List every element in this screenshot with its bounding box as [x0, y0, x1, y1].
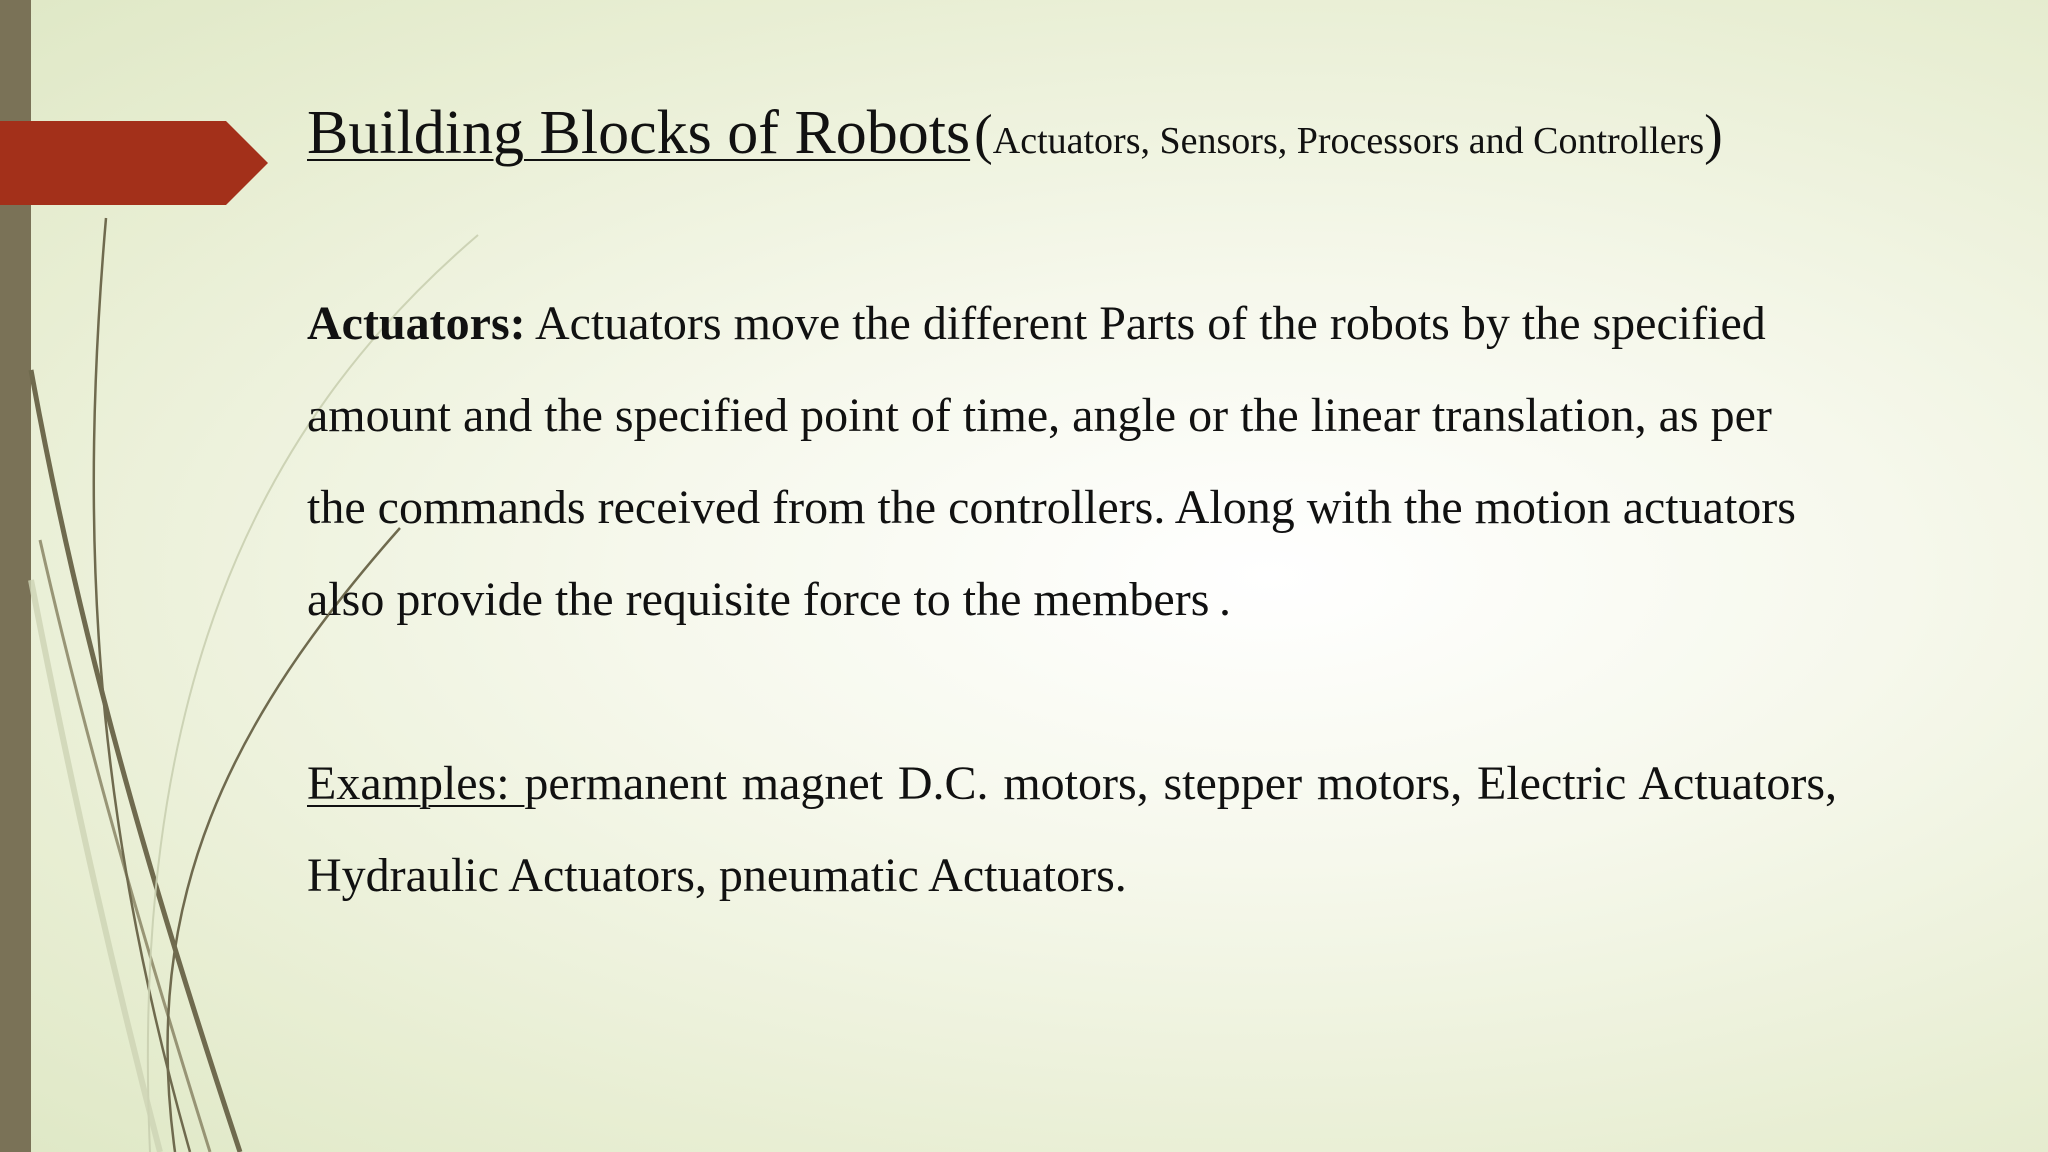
actuators-label: Actuators:: [307, 297, 526, 350]
title-subtitle: Actuators, Sensors, Processors and Controllers: [992, 120, 1705, 162]
swoosh-line: [94, 218, 190, 1152]
actuators-paragraph: [307, 278, 1837, 646]
examples-label: Examples:: [307, 757, 525, 810]
title-paren-open: (: [974, 104, 993, 166]
swoosh-line: [31, 370, 240, 1152]
examples-paragraph: [307, 738, 1837, 922]
slide-body: [307, 278, 1837, 922]
actuators-description: Actuators move the different Parts of the robots by the specified amount and the specified point of time, angle or the linear translation, as per the commands received from the controllers. Along with the motion actuators also provide the requisite force to the members .: [307, 297, 1796, 626]
title-main-text: Building Blocks of Robots: [307, 99, 971, 167]
title-arrow-marker: [0, 121, 268, 205]
slide-title: [307, 96, 1723, 170]
title-paren-close: ): [1704, 104, 1723, 166]
examples-list: permanent magnet D.C. motors, stepper motors, Electric Actuators, Hydraulic Actuators, pneumatic Actuators.: [307, 757, 1837, 902]
swoosh-line: [40, 540, 210, 1152]
